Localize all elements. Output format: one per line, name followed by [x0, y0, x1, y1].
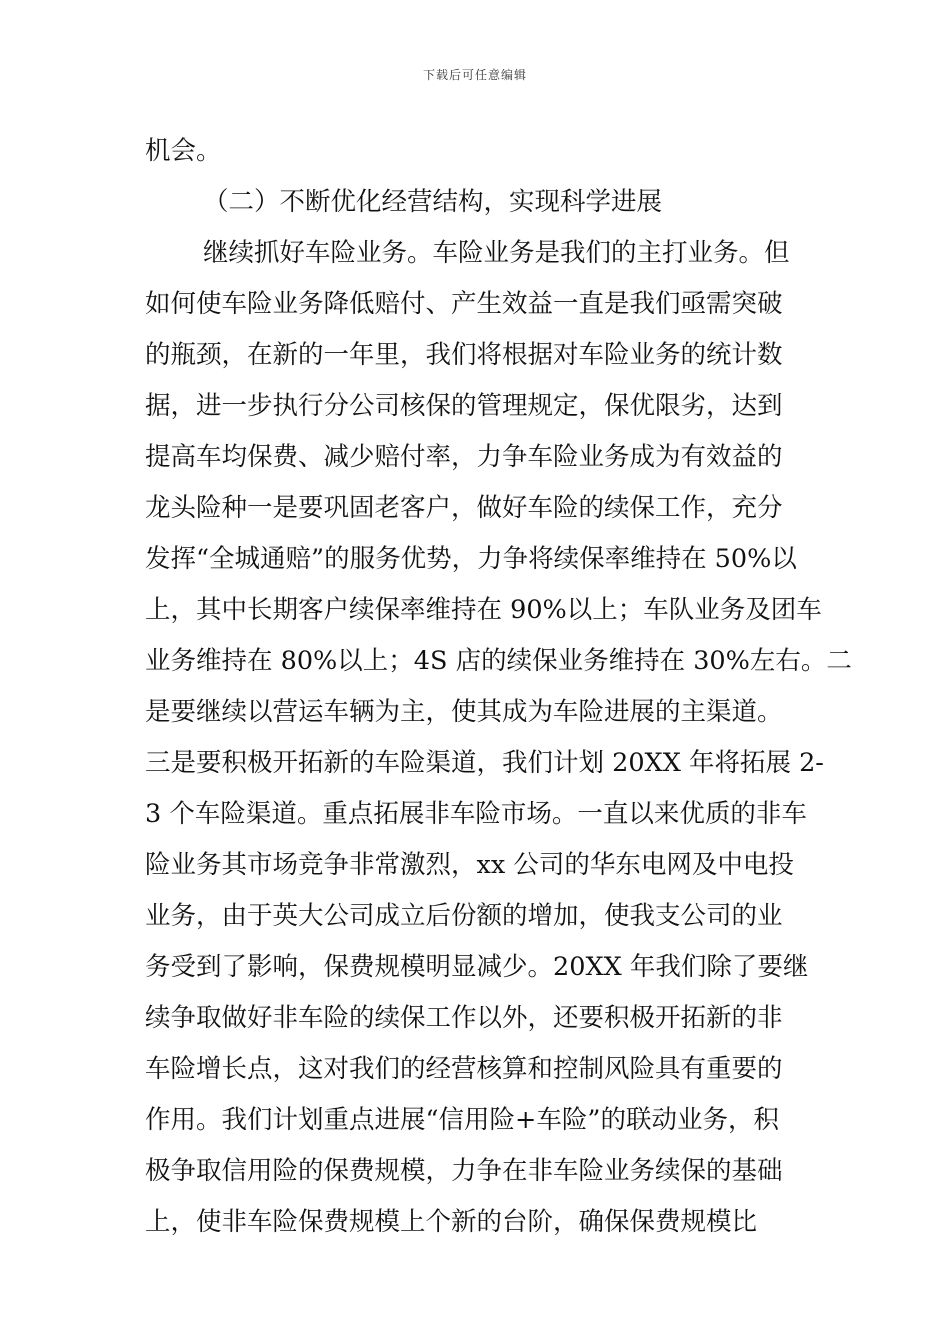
text-line: 车险增长点，这对我们的经营核算和控制风险具有重要的	[145, 1054, 783, 1084]
text-line: 上，使非车险保费规模上个新的台阶，确保保费规模比	[145, 1207, 758, 1237]
text-line: 据，进一步执行分公司核保的管理规定，保优限劣，达到	[145, 391, 783, 421]
text-line: 发挥“全城通赔”的服务优势，力争将续保率维持在 50%以	[145, 544, 797, 574]
text-line: 机会。	[145, 136, 222, 166]
text-line: 务受到了影响，保费规模明显减少。20XX 年我们除了要继	[145, 952, 809, 982]
body-text	[145, 126, 852, 1248]
text-line: 如何使车险业务降低赔付、产生效益一直是我们亟需突破	[145, 289, 783, 319]
section-heading: （二）不断优化经营结构，实现科学进展	[203, 187, 663, 217]
text-line: 业务，由于英大公司成立后份额的增加，使我支公司的业	[145, 901, 783, 931]
header-note: 下载后可任意编辑	[422, 68, 527, 82]
text-line: 的瓶颈，在新的一年里，我们将根据对车险业务的统计数	[145, 340, 783, 370]
text-line: 险业务其市场竞争非常激烈，xx 公司的华东电网及中电投	[145, 850, 794, 880]
text-line: 极争取信用险的保费规模，力争在非车险业务续保的基础	[145, 1156, 783, 1186]
text-line: 龙头险种一是要巩固老客户，做好车险的续保工作，充分	[145, 493, 783, 523]
text-line: 三是要积极开拓新的车险渠道，我们计划 20XX 年将拓展 2-	[145, 748, 824, 778]
text-line: 3 个车险渠道。重点拓展非车险市场。一直以来优质的非车	[145, 799, 807, 829]
text-line: 上，其中长期客户续保率维持在 90%以上；车队业务及团车	[145, 595, 822, 625]
paragraph-first-line: 继续抓好车险业务。车险业务是我们的主打业务。但	[203, 238, 790, 268]
text-line: 作用。我们计划重点进展“信用险+车险”的联动业务，积	[145, 1105, 779, 1135]
text-line: 是要继续以营运车辆为主，使其成为车险进展的主渠道。	[145, 697, 783, 727]
text-line: 提高车均保费、减少赔付率，力争车险业务成为有效益的	[145, 442, 783, 472]
text-line: 业务维持在 80%以上；4S 店的续保业务维持在 30%左右。二	[145, 646, 852, 676]
text-line: 续争取做好非车险的续保工作以外，还要积极开拓新的非	[145, 1003, 783, 1033]
